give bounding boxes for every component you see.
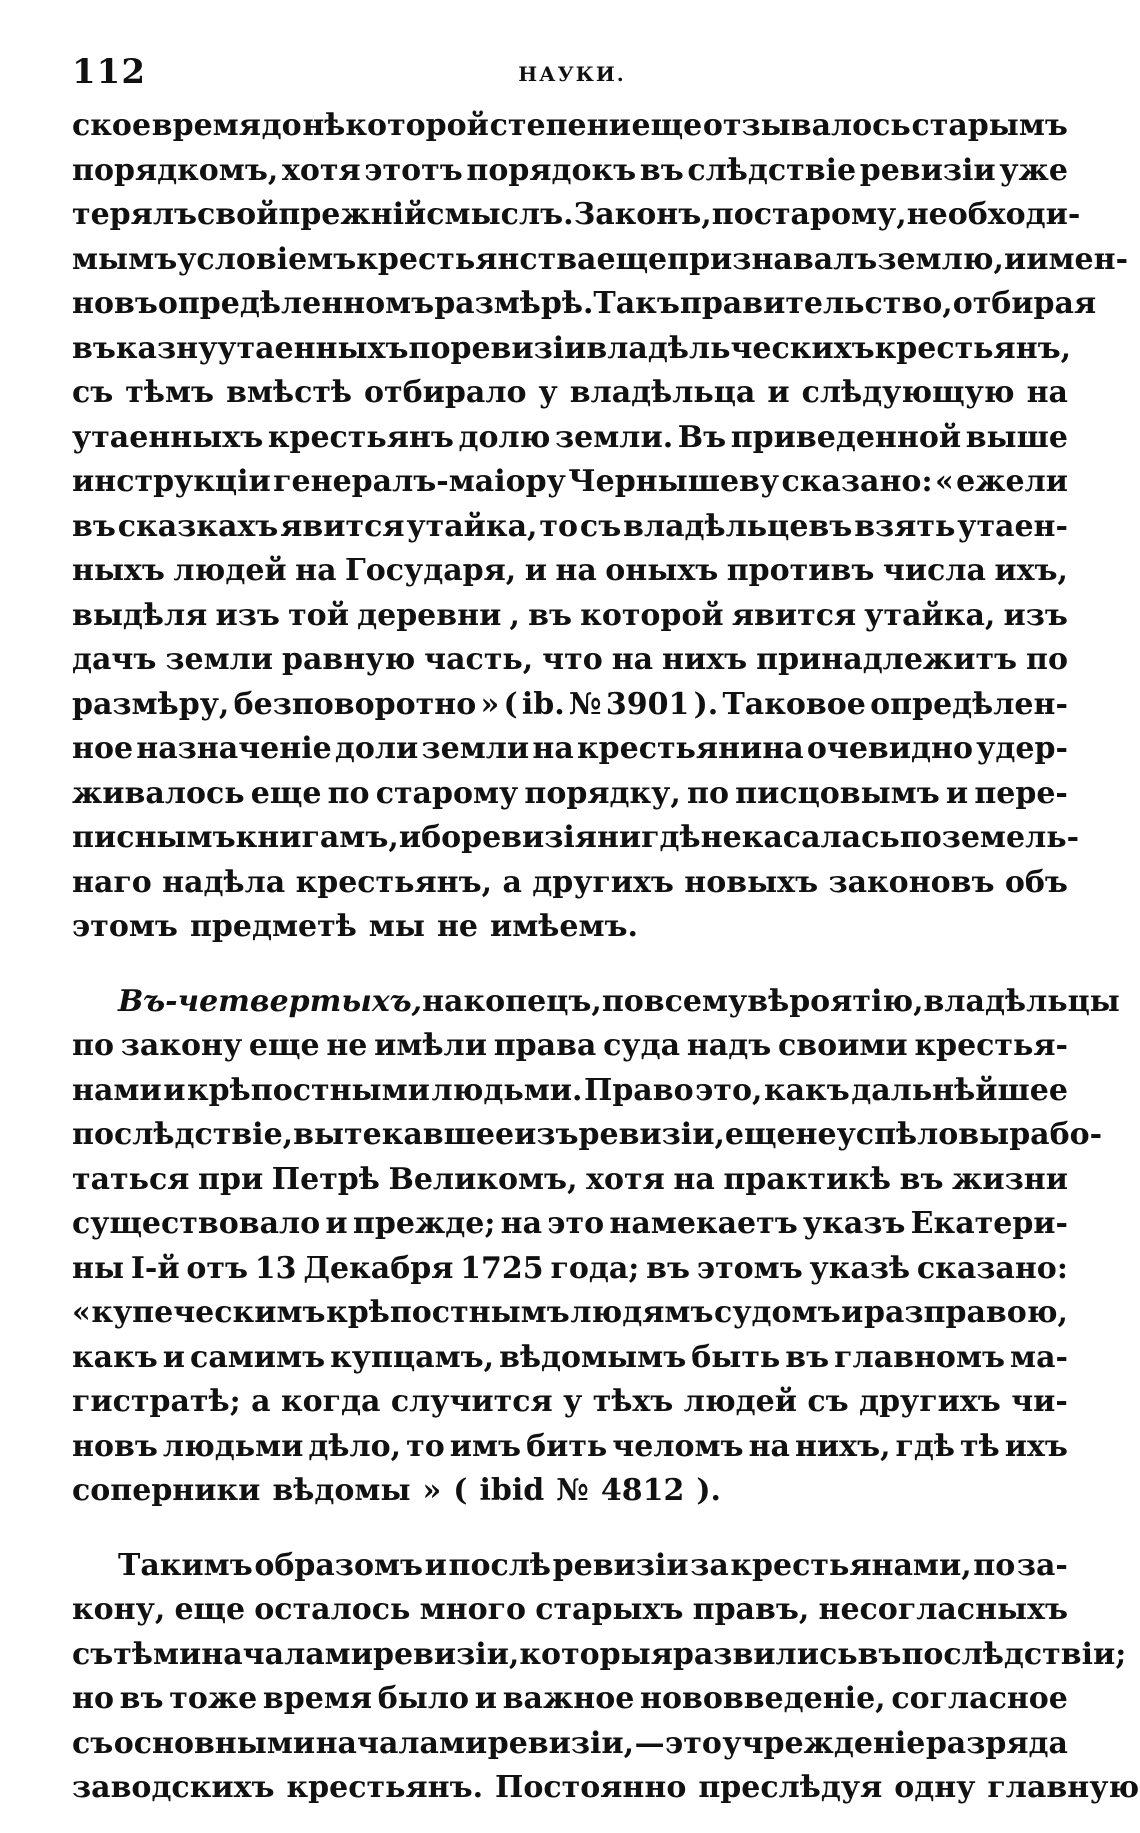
paragraph xyxy=(72,1544,1140,1811)
body-text xyxy=(72,104,1140,1811)
text-line: нами и крѣпостными людьми. Право это, какъ дальнѣйшее xyxy=(72,1072,1068,1108)
text-line: утаенныхъ крестьянъ долю земли. Въ приведенной выше xyxy=(72,419,1068,455)
text-line: инструкціи генералъ-маіору Чернышеву сказано: « ежели xyxy=(72,464,1068,499)
text-line: мымъ условіемъ крестьянства еще признавалъ землю, и имен- xyxy=(72,241,1129,277)
text-line: выдѣля изъ той деревни , въ которой явится утайка, изъ xyxy=(72,597,1068,633)
text-line: по закону еще не имѣли права суда надъ своими крестья- xyxy=(72,1028,1068,1063)
page-header xyxy=(72,52,1072,96)
paragraph-gap xyxy=(72,950,1068,980)
text-line: съ тѣмъ вмѣстѣ отбирало у владѣльца и слѣдующую на xyxy=(72,375,1068,410)
text-line: дачъ земли равную часть, что на нихъ принадлежитъ по xyxy=(72,642,1068,677)
paragraph xyxy=(72,980,1120,1514)
text-line: съ основными началами ревизіи, — это учрежденіе разряда xyxy=(72,1725,1068,1761)
text-line: въ казну утаенныхъ по ревизіи владѣльческихъ крестьянъ, xyxy=(72,330,1072,366)
text-line: « купеческимъ крѣпостнымъ людямъ судомъ и разправою, xyxy=(72,1295,1068,1330)
text-line: ны І-й отъ 13 Декабря 1725 года; въ этомъ указѣ сказано: xyxy=(72,1250,1068,1286)
text-line: ское время до нѣкоторой степени еще отзывалось старымъ xyxy=(72,108,1068,143)
text-line: наго надѣла крестьянъ, а другихъ новыхъ законовъ объ xyxy=(72,864,1068,900)
text-line: Въ-четвертыхъ, накопецъ, по всему вѣроятію, владѣльцы xyxy=(118,983,1120,1019)
text-line: заводскихъ крестьянъ. Постоянно преслѣдуя одну главную xyxy=(72,1770,1140,1805)
text-line: послѣдствіе, вытекавшее изъ ревизіи, еще не успѣло вырабо- xyxy=(72,1117,1103,1152)
text-line: въ сказкахъ явится утайка, то съ владѣльцевъ взять утаен- xyxy=(72,508,1068,544)
text-line: гистратѣ; а когда случится у тѣхъ людей съ другихъ чи- xyxy=(72,1384,1068,1419)
text-line: какъ и самимъ купцамъ, вѣдомымъ быть въ главномъ ма- xyxy=(72,1339,1068,1375)
paragraph xyxy=(72,104,1129,950)
text-line: но въ тоже время было и важное нововведеніе, согласное xyxy=(72,1681,1068,1716)
text-line: съ тѣми началами ревизіи, которыя развились въ послѣдствіи; xyxy=(72,1636,1127,1672)
text-line: новъ людьми дѣло, то имъ бить челомъ на нихъ, гдѣ тѣ ихъ xyxy=(72,1428,1068,1464)
text-line: Такимъ образомъ и послѣ ревизіи за крестьянами, по за- xyxy=(118,1547,1068,1583)
text-line: живалось еще по старому порядку, по писцовымъ и пере- xyxy=(72,775,1068,811)
running-head: НАУКИ. xyxy=(518,62,626,86)
page-number: 112 xyxy=(72,52,146,92)
text-line: писнымъ книгамъ, ибо ревизія нигдѣ не касалась поземель- xyxy=(72,820,1080,855)
text-line: существовало и прежде; на это намекаетъ указъ Екатери- xyxy=(72,1206,1068,1241)
text-line: таться при Петрѣ Великомъ, хотя на практикѣ въ жизни xyxy=(72,1161,1068,1197)
text-line: порядкомъ, хотя этотъ порядокъ въ слѣдствіе ревизіи уже xyxy=(72,152,1068,188)
text-line: кону, еще осталось много старыхъ правъ, несогласныхъ xyxy=(72,1592,1068,1627)
text-line: этомъ предметѣ мы не имѣемъ. xyxy=(72,909,638,944)
text-line: терялъ свой прежній смыслъ. Законъ, по старому, необходи- xyxy=(72,197,1081,232)
text-line: соперники вѣдомы » ( ibid № 4812 ). xyxy=(72,1473,721,1508)
text-line: ное назначеніе доли земли на крестьянина очевидно удер- xyxy=(72,731,1068,766)
text-line: ныхъ людей на Государя, и на оныхъ противъ числа ихъ, xyxy=(72,553,1068,588)
text-line: размѣру, безповоротно » ( ib. № 3901 ). Таковое опредѣлен- xyxy=(72,686,1068,722)
text-line: но въ опредѣленномъ размѣрѣ. Такъ правительство, отбирая xyxy=(72,286,1097,321)
paragraph-gap xyxy=(72,1514,1068,1544)
